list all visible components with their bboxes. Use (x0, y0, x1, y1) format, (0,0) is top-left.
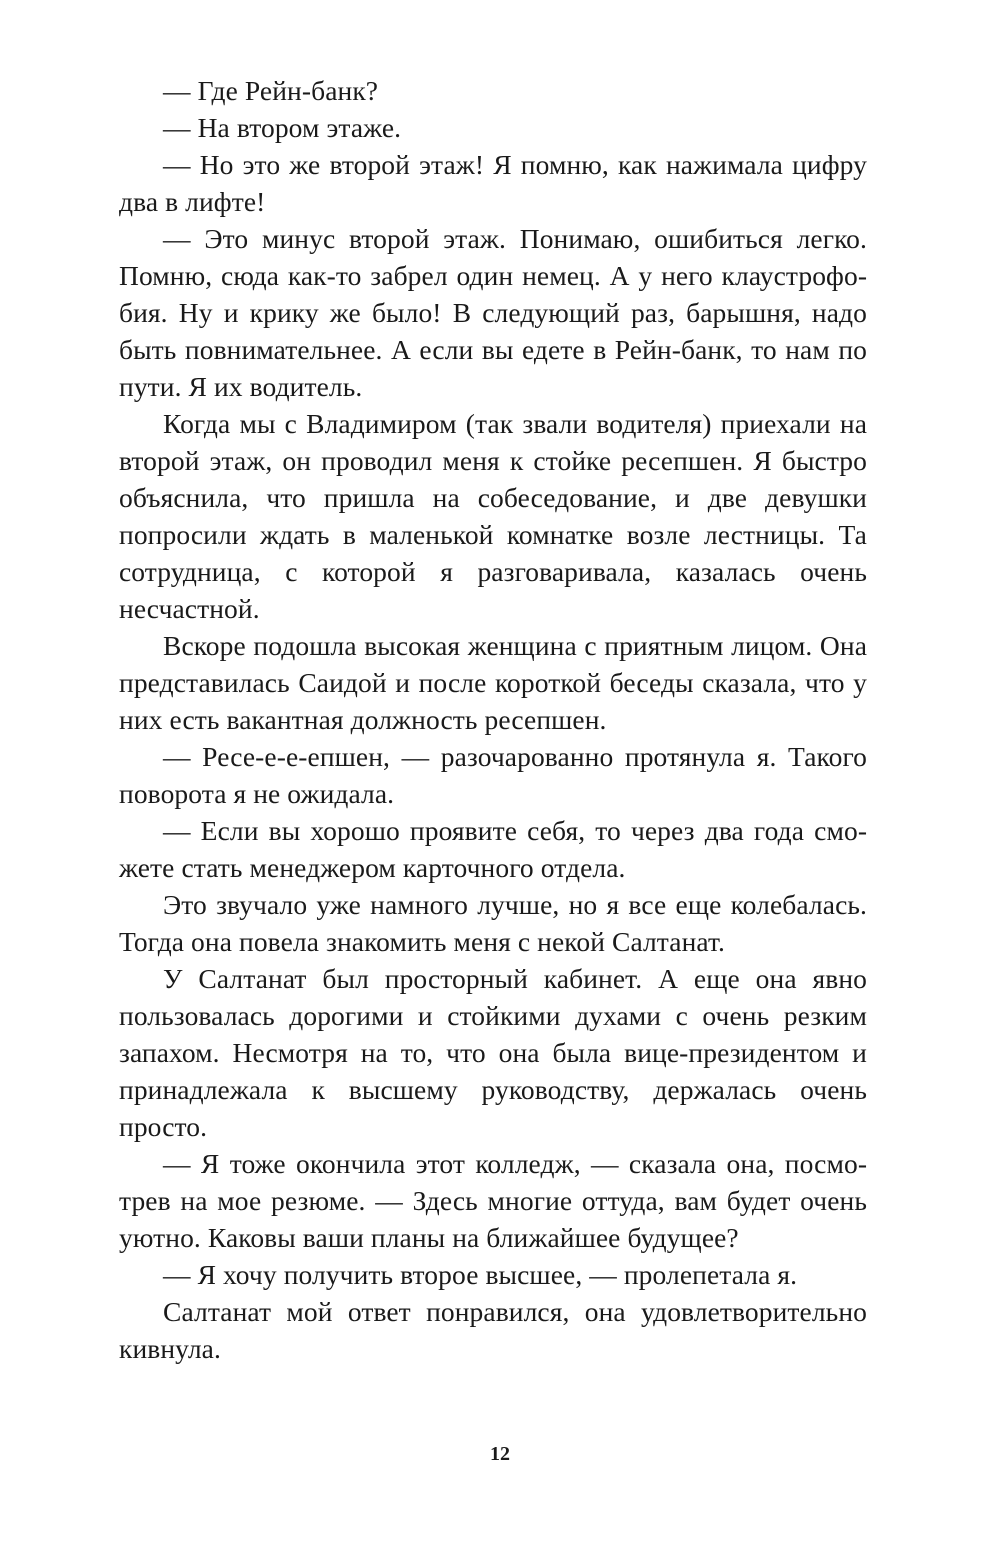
page-number: 12 (490, 1443, 510, 1465)
paragraph: — Я хочу получить второе высшее, — пролепетала я. (163, 1259, 798, 1290)
paragraph: Это звучало уже намного лучше, но я все еще колебалась. Тогда она повела знакомить меня с некой Салтанат. (119, 889, 867, 957)
paragraph: — Если вы хорошо проявите себя, то через два года сможете стать менеджером карточного отдела. (119, 815, 867, 883)
paragraph: — На втором этаже. (163, 112, 402, 143)
paragraph: — Где Рейн-банк? (163, 75, 379, 106)
paragraph: — Я тоже окончила этот колледж, — сказала она, посмотрев на мое резюме. — Здесь многие оттуда, вам будет очень уютно. Каковы ваши планы на ближайшее будущее? (119, 1148, 867, 1253)
paragraph: — Это минус второй этаж. Понимаю, ошибиться легко. Помню, сюда как-то забрел один немец. А у него клаустрофобия. Ну и крику же было! В следующий раз, барышня, надо быть повнимательнее. А если вы едете в Рейн-банк, то нам по пути. Я их водитель. (119, 223, 867, 402)
paragraph: — Ресе-е-е-епшен, — разочарованно протянула я. Такого поворота я не ожидала. (119, 741, 867, 809)
paragraph: Когда мы с Владимиром (так звали водителя) приехали на второй этаж, он проводил меня к стойке ресепшен. Я быстро объяснила, что пришла на собеседование, и две девушки попросили ждать в маленькой комнатке возле лестницы. Та сотрудница, с которой я разговаривала, казалась очень несчастной. (119, 408, 867, 624)
paragraph: Вскоре подошла высокая женщина с приятным лицом. Она представилась Саидой и после короткой беседы сказала, что у них есть вакантная должность ресепшен. (119, 630, 867, 735)
paragraph: — Но это же второй этаж! Я помню, как нажимала цифру два в лифте! (119, 149, 867, 217)
paragraph: Салтанат мой ответ понравился, она удовлетворительно кивнула. (119, 1296, 867, 1364)
page-body (119, 72, 867, 1367)
paragraph: У Салтанат был просторный кабинет. А еще она явно пользовалась дорогими и стойкими духами с очень резким запахом. Несмотря на то, что она была вице-президентом и принадлежала к высшему руководству, держалась очень просто. (119, 963, 867, 1142)
